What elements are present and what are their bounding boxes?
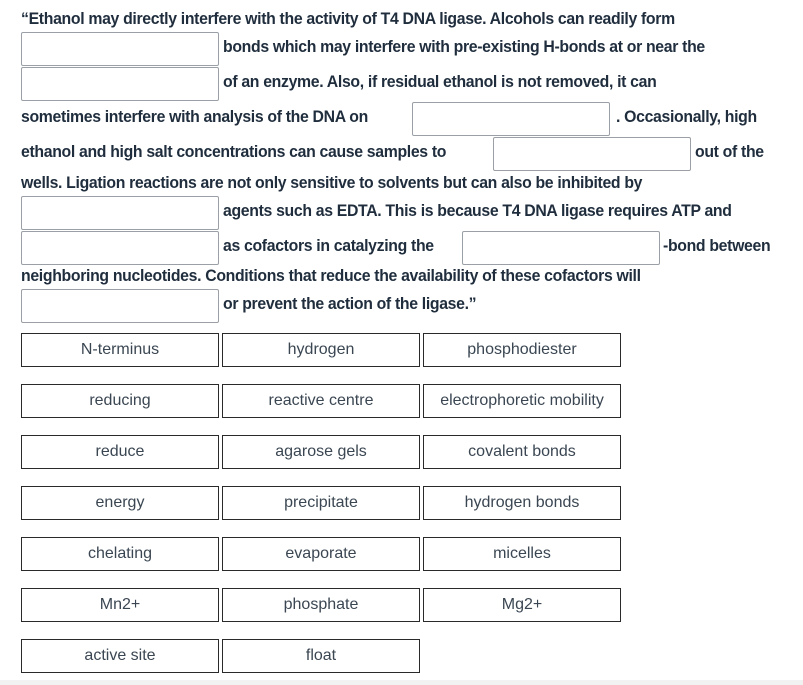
passage-line-5b: out of the (695, 142, 764, 161)
drop-zone-6[interactable] (21, 231, 219, 265)
passage-line-5a: ethanol and high salt concentrations can cause samples to (21, 142, 447, 161)
answer-chip[interactable]: evaporate (222, 537, 420, 571)
answer-chip[interactable]: reactive centre (222, 384, 420, 418)
answer-chip[interactable]: reduce (21, 435, 219, 469)
answer-chip[interactable]: float (222, 639, 420, 673)
answer-chip[interactable]: hydrogen (222, 333, 420, 367)
passage-line-8b: -bond between (663, 236, 771, 255)
bottom-divider (0, 680, 803, 685)
passage-line-8a: as cofactors in catalyzing the (223, 236, 434, 255)
passage-line-4a: sometimes interfere with analysis of the DNA on (21, 107, 368, 126)
answer-chip[interactable]: Mn2+ (21, 588, 219, 622)
answer-chip[interactable]: phosphodiester (423, 333, 621, 367)
passage-line-9: neighboring nucleotides. Conditions that reduce the availability of these cofactors will (21, 266, 641, 285)
passage-line-10: or prevent the action of the ligase.” (223, 294, 477, 313)
answer-chip[interactable]: chelating (21, 537, 219, 571)
answer-chip[interactable]: phosphate (222, 588, 420, 622)
passage-line-1: “Ethanol may directly interfere with the activity of T4 DNA ligase. Alcohols can readily form (21, 9, 675, 28)
passage-line-4b: . Occasionally, high (616, 107, 757, 126)
drop-zone-4[interactable] (493, 137, 691, 171)
answer-chip[interactable]: Mg2+ (423, 588, 621, 622)
answer-chip[interactable]: agarose gels (222, 435, 420, 469)
answer-chip[interactable]: electrophoretic mobility (423, 384, 621, 418)
passage-line-3: of an enzyme. Also, if residual ethanol is not removed, it can (223, 72, 657, 91)
passage-line-7: agents such as EDTA. This is because T4 DNA ligase requires ATP and (223, 201, 732, 220)
answer-chip[interactable]: N-terminus (21, 333, 219, 367)
answer-chip[interactable]: hydrogen bonds (423, 486, 621, 520)
passage-line-6: wells. Ligation reactions are not only sensitive to solvents but can also be inhibited by (21, 173, 643, 192)
drop-zone-7[interactable] (462, 231, 660, 265)
drop-zone-8[interactable] (21, 289, 219, 323)
drop-zone-1[interactable] (21, 32, 219, 66)
passage-line-2: bonds which may interfere with pre-existing H-bonds at or near the (223, 37, 705, 56)
answer-chip[interactable]: precipitate (222, 486, 420, 520)
answer-chip[interactable]: covalent bonds (423, 435, 621, 469)
answer-chip[interactable]: reducing (21, 384, 219, 418)
drop-zone-5[interactable] (21, 196, 219, 230)
answer-chip[interactable]: energy (21, 486, 219, 520)
drop-zone-3[interactable] (412, 102, 610, 136)
answer-chip[interactable]: active site (21, 639, 219, 673)
answer-chip[interactable]: micelles (423, 537, 621, 571)
drop-zone-2[interactable] (21, 67, 219, 101)
